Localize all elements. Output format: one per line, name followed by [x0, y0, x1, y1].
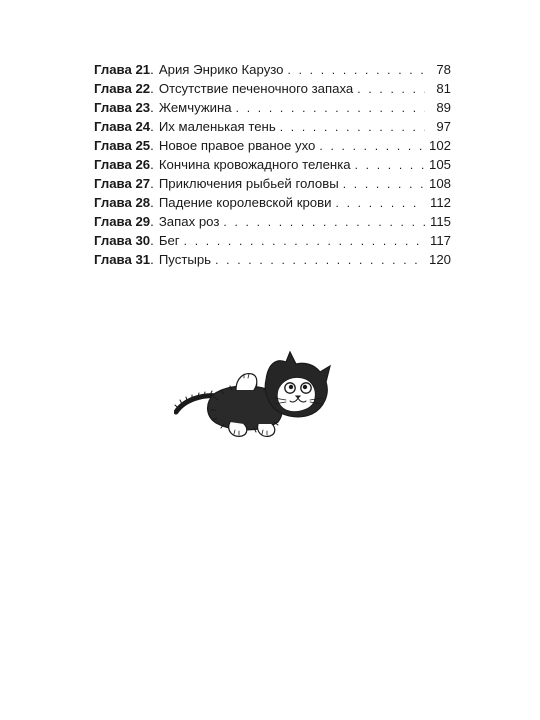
chapter-label-period: . [150, 138, 154, 153]
chapter-title: Новое правое рваное ухо [158, 138, 316, 153]
chapter-label-period: . [150, 81, 154, 96]
chapter-title: Жемчужина [158, 100, 232, 115]
toc-entry-29[interactable] [94, 214, 451, 233]
chapter-label: Глава 27 [94, 176, 151, 191]
cat-illustration [174, 350, 334, 442]
dot-leader [357, 82, 425, 96]
toc-entry-24[interactable] [94, 119, 451, 138]
chapter-title: Запах роз [158, 214, 220, 229]
chapter-label-period: . [150, 233, 154, 248]
page-number: 117 [429, 233, 451, 248]
dot-leader [223, 215, 425, 229]
chapter-label-period: . [150, 176, 154, 191]
chapter-title: Их маленькая тень [158, 119, 276, 134]
chapter-label: Глава 24 [94, 119, 151, 134]
table-of-contents [94, 62, 451, 271]
chapter-title: Отсутствие печеночного запаха [158, 81, 354, 96]
chapter-label: Глава 29 [94, 214, 151, 229]
dot-leader [184, 234, 425, 248]
page-number: 97 [436, 119, 451, 134]
dot-leader [336, 196, 425, 210]
chapter-label: Глава 25 [94, 138, 151, 153]
page-number: 78 [436, 62, 451, 77]
chapter-label-period: . [150, 62, 154, 77]
dot-leader [319, 139, 425, 153]
chapter-title: Ария Энрико Карузо [158, 62, 284, 77]
page-number: 120 [428, 252, 451, 267]
chapter-label: Глава 22 [94, 81, 151, 96]
toc-entry-26[interactable] [94, 157, 451, 176]
page-number: 105 [428, 157, 451, 172]
dot-leader [280, 120, 425, 134]
chapter-label: Глава 31 [94, 252, 151, 267]
chapter-label-period: . [150, 157, 154, 172]
chapter-label: Глава 28 [94, 195, 151, 210]
toc-entry-23[interactable] [94, 100, 451, 119]
chapter-label: Глава 23 [94, 100, 151, 115]
dot-leader [215, 253, 425, 267]
toc-entry-27[interactable] [94, 176, 451, 195]
page-number: 81 [436, 81, 451, 96]
toc-entry-30[interactable] [94, 233, 451, 252]
toc-entry-31[interactable] [94, 252, 451, 271]
chapter-label-period: . [150, 119, 154, 134]
page-number: 102 [428, 138, 451, 153]
page-number: 115 [429, 214, 451, 229]
dot-leader [355, 158, 425, 172]
chapter-label-period: . [150, 252, 154, 267]
dot-leader [343, 177, 425, 191]
toc-entry-28[interactable] [94, 195, 451, 214]
chapter-title: Кончина кровожадного теленка [158, 157, 351, 172]
chapter-title: Падение королевской крови [158, 195, 332, 210]
page-number: 112 [429, 195, 451, 210]
chapter-label-period: . [150, 100, 154, 115]
chapter-label: Глава 21 [94, 62, 151, 77]
toc-entry-25[interactable] [94, 138, 451, 157]
chapter-label-period: . [150, 214, 154, 229]
toc-entry-22[interactable] [94, 81, 451, 100]
page-number: 108 [428, 176, 451, 191]
chapter-label-period: . [150, 195, 154, 210]
chapter-title: Бег [158, 233, 180, 248]
dot-leader [288, 63, 425, 77]
toc-entry-21[interactable] [94, 62, 451, 81]
chapter-label: Глава 26 [94, 157, 151, 172]
chapter-title: Пустырь [158, 252, 212, 267]
chapter-label: Глава 30 [94, 233, 151, 248]
dot-leader [236, 101, 425, 115]
page-number: 89 [436, 100, 451, 115]
chapter-title: Приключения рыбьей головы [158, 176, 339, 191]
